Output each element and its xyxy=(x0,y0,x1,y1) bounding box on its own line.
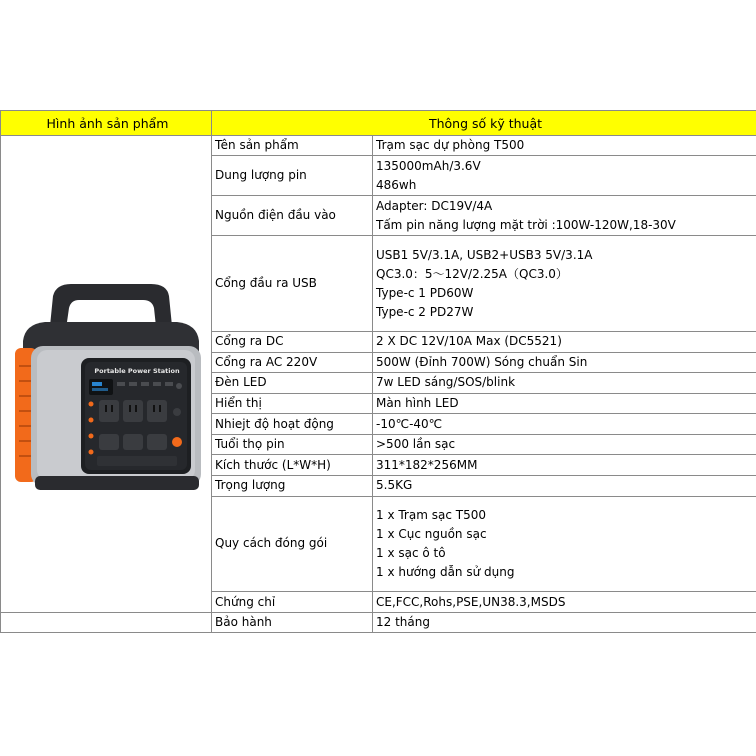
spec-value-line: Adapter: DC19V/4A xyxy=(376,198,493,213)
spec-label: Chứng chỉ xyxy=(212,592,373,613)
product-image-cell xyxy=(1,136,212,613)
spec-label: Kích thước (L*W*H) xyxy=(212,455,373,476)
ac-socket-2 xyxy=(123,400,143,422)
spec-value-line: Type-c 1 PD60W xyxy=(376,285,474,300)
spec-table xyxy=(0,110,756,633)
spec-label: Cổng ra DC xyxy=(212,332,373,353)
spec-value: 12 tháng xyxy=(373,613,756,633)
spec-value-line: 1 x sạc ô tô xyxy=(376,545,446,560)
spec-value: 2 X DC 12V/10A Max (DC5521) xyxy=(373,332,756,353)
spec-value: Màn hình LED xyxy=(373,393,756,414)
spec-value-line: QC3.0：5～12V/2.25A（QC3.0） xyxy=(376,266,568,281)
spec-value: CE,FCC,Rohs,PSE,UN38.3,MSDS xyxy=(373,592,756,613)
spec-label: Nhiejt độ hoạt động xyxy=(212,414,373,435)
spec-row-warranty xyxy=(1,613,756,633)
spec-value xyxy=(373,236,756,332)
spec-value xyxy=(373,196,756,236)
spec-value: 311*182*256MM xyxy=(373,455,756,476)
spec-value-line: USB1 5V/3.1A, USB2+USB3 5V/3.1A xyxy=(376,247,593,262)
spec-value-line: Tấm pin năng lượng mặt trời :100W-120W,18-30V xyxy=(376,217,676,232)
spec-value-line: 486wh xyxy=(376,177,417,192)
base xyxy=(35,476,199,490)
spec-value xyxy=(373,156,756,196)
spec-value-line: 1 x hướng dẫn sử dụng xyxy=(376,564,515,579)
spec-label: Đèn LED xyxy=(212,373,373,394)
header-row xyxy=(1,111,756,136)
spec-label: Trọng lượng xyxy=(212,476,373,497)
spec-value xyxy=(373,496,756,592)
empty-image-cell xyxy=(1,613,212,633)
spec-value-line: 1 x Trạm sạc T500 xyxy=(376,507,486,522)
spec-column-header: Thông số kỹ thuật xyxy=(212,111,756,136)
spec-value: -10℃-40℃ xyxy=(373,414,756,435)
spec-value: Trạm sạc dự phòng T500 xyxy=(373,136,756,156)
spec-label: Bảo hành xyxy=(212,613,373,633)
spec-label: Quy cách đóng gói xyxy=(212,496,373,592)
product-image xyxy=(1,136,210,606)
spec-label: Cổng ra AC 220V xyxy=(212,352,373,373)
spec-value: >500 lần sạc xyxy=(373,434,756,455)
spec-label: Hiển thị xyxy=(212,393,373,414)
spec-value: 5.5KG xyxy=(373,476,756,497)
image-column-header: Hình ảnh sản phẩm xyxy=(1,111,212,136)
spec-label: Tuổi thọ pin xyxy=(212,434,373,455)
device-label: Portable Power Station xyxy=(94,367,180,375)
ac-socket-3 xyxy=(147,400,167,422)
spec-value: 500W (Đỉnh 700W) Sóng chuẩn Sin xyxy=(373,352,756,373)
led-display xyxy=(89,379,113,395)
spec-value-line: 135000mAh/3.6V xyxy=(376,158,481,173)
spec-row-name xyxy=(1,136,756,156)
ac-socket-1 xyxy=(99,400,119,422)
spec-label: Cổng đầu ra USB xyxy=(212,236,373,332)
spec-value: 7w LED sáng/SOS/blink xyxy=(373,373,756,394)
spec-value-line: 1 x Cục nguồn sạc xyxy=(376,526,487,541)
spec-label: Nguồn điện đầu vào xyxy=(212,196,373,236)
spec-value-line: Type-c 2 PD27W xyxy=(376,304,474,319)
spec-label: Dung lượng pin xyxy=(212,156,373,196)
spec-label: Tên sản phẩm xyxy=(212,136,373,156)
